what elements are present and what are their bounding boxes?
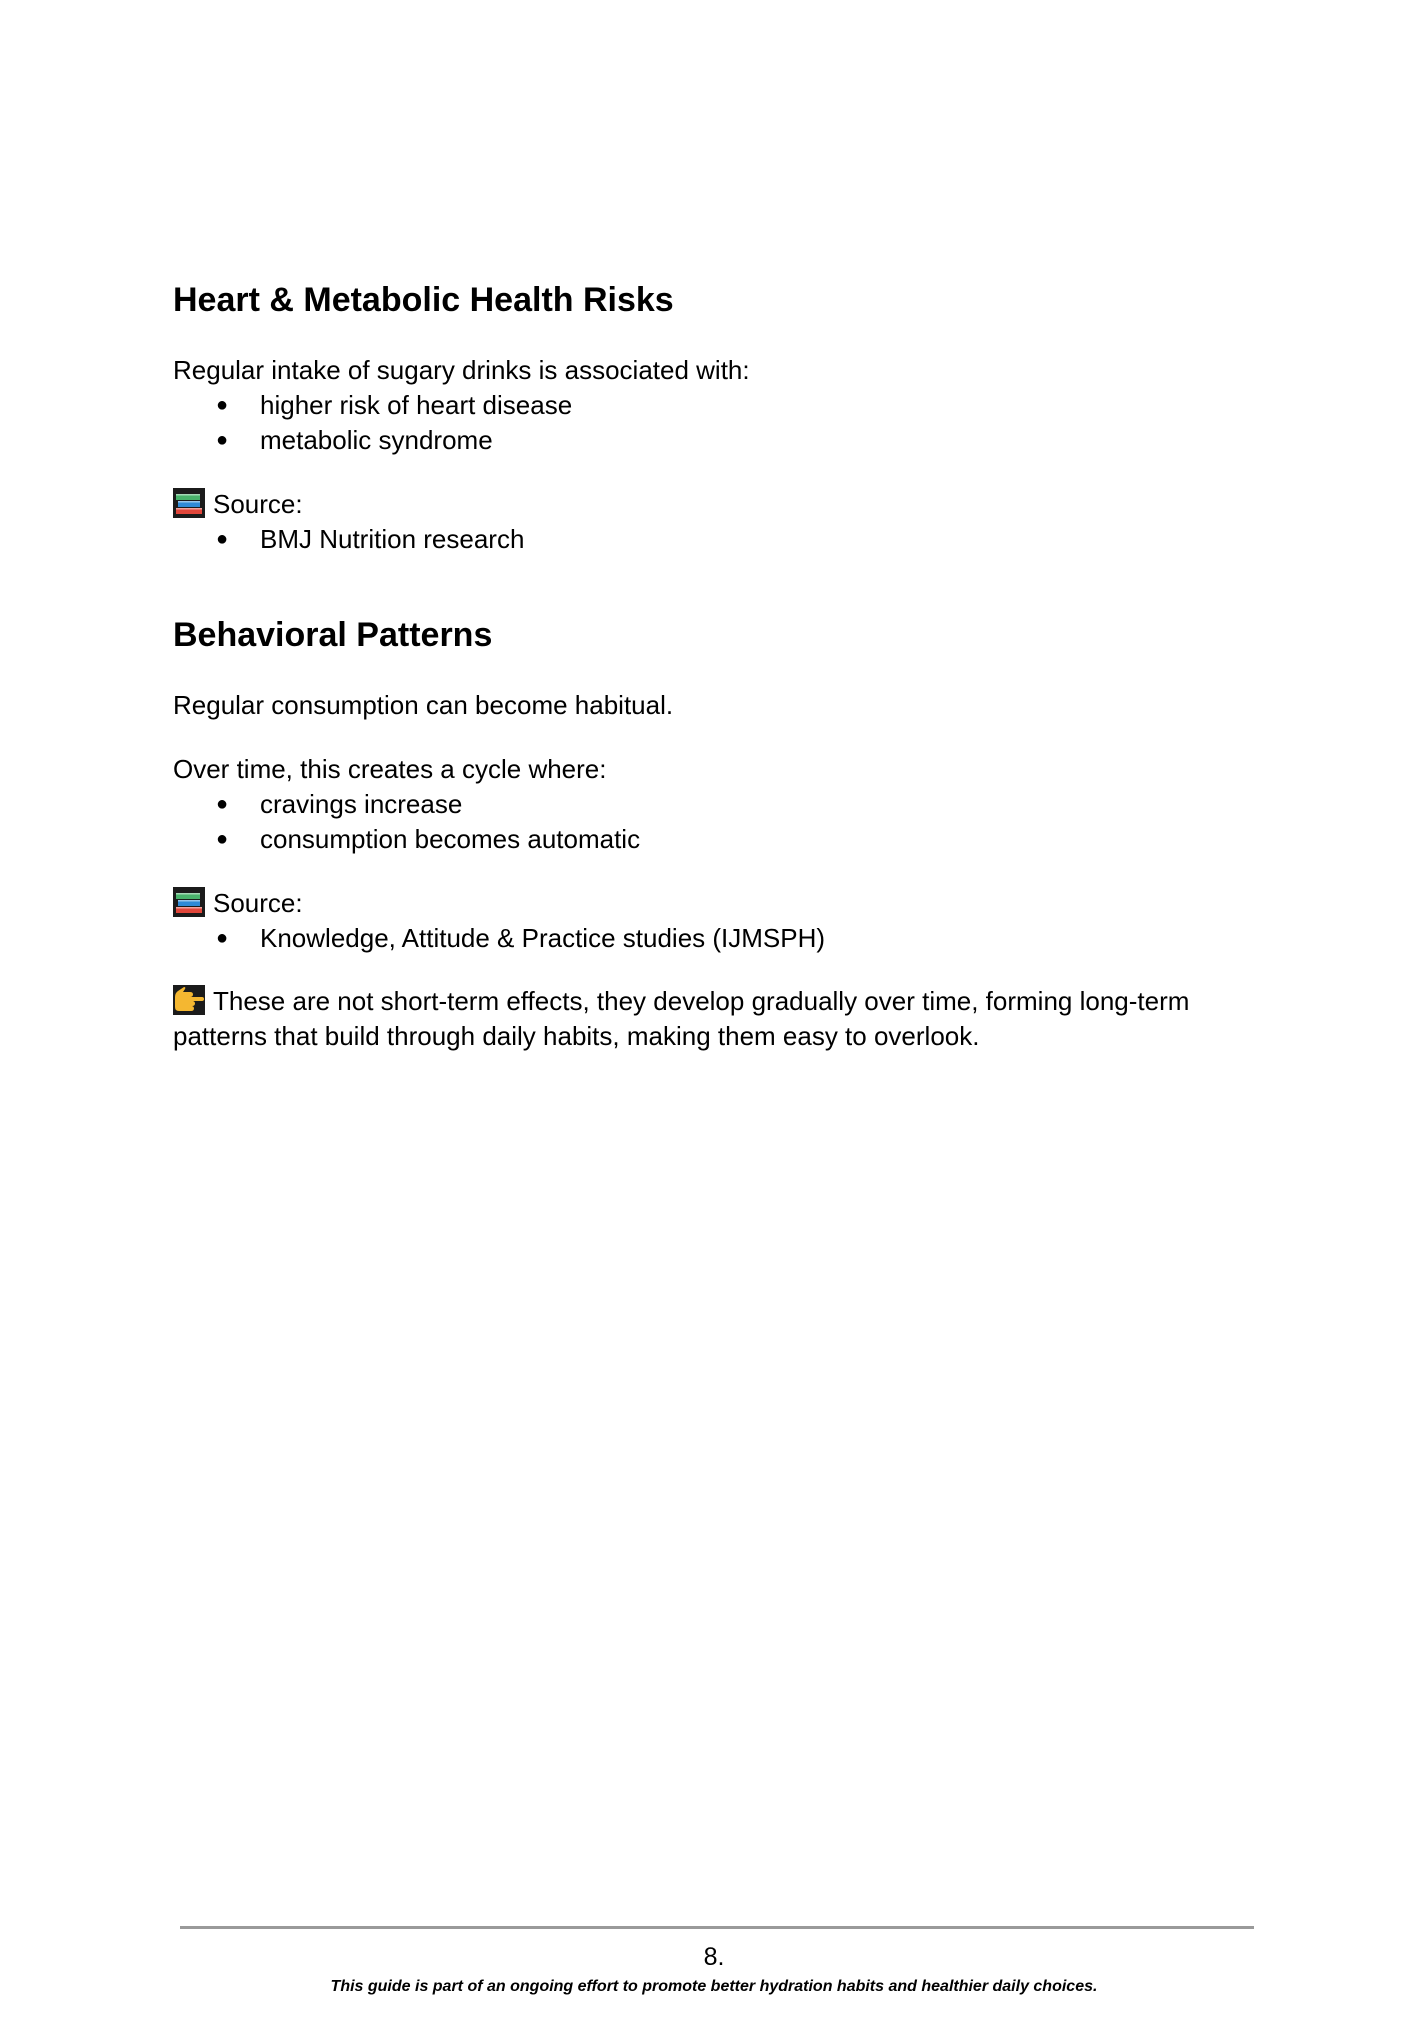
summary-note-text: These are not short-term effects, they develop gradually over time, forming long-term patterns that build through daily habits, making them easy to overlook. <box>173 986 1190 1051</box>
section-heading-heart-metabolic: Heart & Metabolic Health Risks <box>173 281 674 319</box>
section-heading-behavioral: Behavioral Patterns <box>173 616 493 654</box>
section-paragraph: Regular consumption can become habitual. <box>173 690 674 720</box>
section-intro: Over time, this creates a cycle where: <box>173 754 607 784</box>
pointing-hand-icon <box>173 985 205 1015</box>
source-label: Source: <box>173 487 303 522</box>
section-intro: Regular intake of sugary drinks is associated with: <box>173 355 750 385</box>
cycle-list <box>173 787 640 857</box>
list-item: ● BMJ Nutrition research <box>173 522 524 557</box>
list-item: ● cravings increase <box>173 787 640 822</box>
bullet-icon: ● <box>216 927 229 949</box>
list-item: ● consumption becomes automatic <box>173 822 640 857</box>
list-item: ● metabolic syndrome <box>173 423 572 458</box>
list-item: ● higher risk of heart disease <box>173 388 572 423</box>
summary-note <box>173 984 1253 1054</box>
bullet-icon: ● <box>216 828 229 850</box>
books-icon <box>173 887 205 917</box>
list-item: ● Knowledge, Attitude & Practice studies (IJMSPH) <box>173 921 825 956</box>
source-list <box>173 921 825 956</box>
source-label: Source: <box>173 886 303 921</box>
footer-note: This guide is part of an ongoing effort to promote better hydration habits and healthier daily choices. <box>330 1978 1098 1995</box>
footer-divider <box>180 1926 1254 1929</box>
books-icon <box>173 488 205 518</box>
page-number: 8. <box>703 1943 725 1971</box>
source-list <box>173 522 524 557</box>
bullet-icon: ● <box>216 793 229 815</box>
bullet-icon: ● <box>216 528 229 550</box>
bullet-icon: ● <box>216 394 229 416</box>
bullet-icon: ● <box>216 429 229 451</box>
risk-list <box>173 388 572 458</box>
